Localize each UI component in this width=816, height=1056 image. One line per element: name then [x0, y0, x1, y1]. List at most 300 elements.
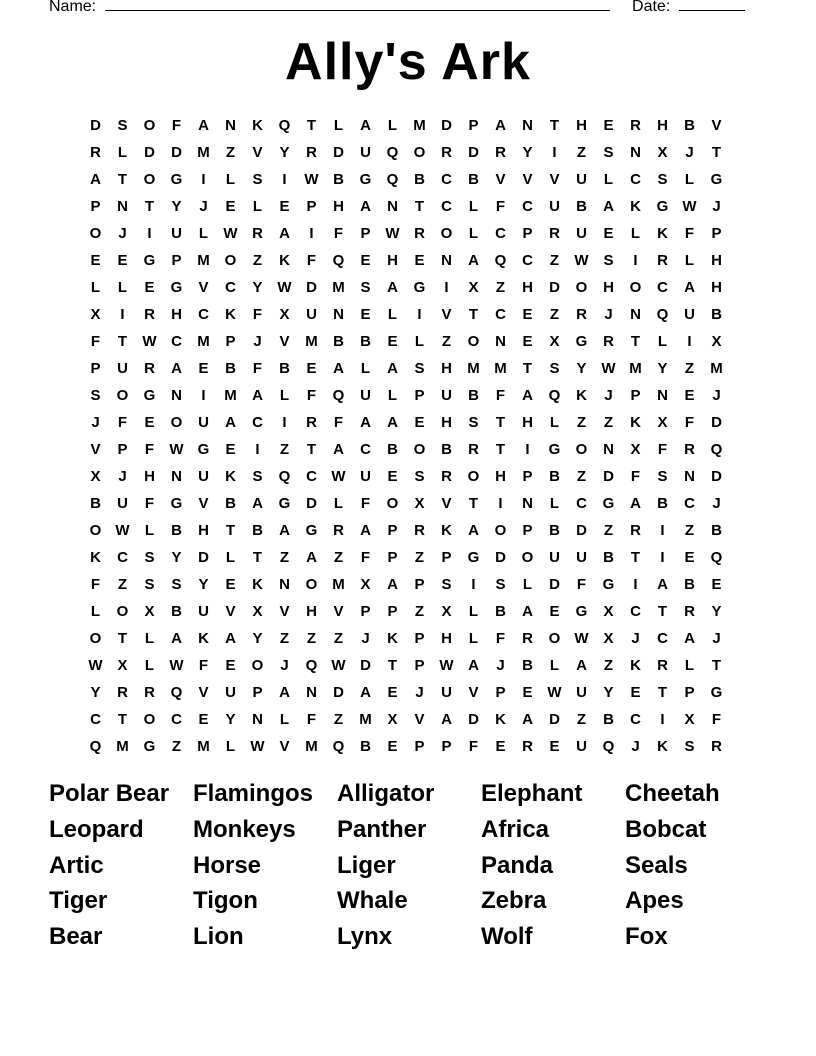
grid-letter[interactable]: R [522, 738, 533, 755]
grid-letter[interactable]: A [603, 198, 614, 215]
grid-letter[interactable]: J [604, 306, 613, 323]
grid-letter[interactable]: N [495, 333, 506, 350]
grid-letter[interactable]: R [603, 333, 614, 350]
grid-letter[interactable]: V [441, 495, 452, 512]
grid-letter[interactable]: E [225, 576, 236, 593]
grid-letter[interactable]: C [522, 252, 533, 269]
grid-letter[interactable]: Z [333, 549, 344, 566]
grid-letter[interactable]: O [305, 576, 318, 593]
grid-letter[interactable]: B [468, 171, 479, 188]
grid-letter[interactable]: Z [441, 333, 452, 350]
grid-letter[interactable]: S [360, 279, 371, 296]
grid-letter[interactable]: D [549, 576, 560, 593]
grid-letter[interactable]: L [144, 630, 155, 647]
grid-letter[interactable]: G [170, 495, 183, 512]
grid-letter[interactable]: J [631, 738, 640, 755]
grid-letter[interactable]: O [386, 495, 399, 512]
grid-letter[interactable]: R [576, 306, 587, 323]
grid-letter[interactable]: E [360, 252, 371, 269]
grid-letter[interactable]: M [710, 360, 723, 377]
grid-letter[interactable]: X [549, 333, 560, 350]
grid-letter[interactable]: L [468, 198, 479, 215]
grid-letter[interactable]: N [171, 468, 182, 485]
grid-letter[interactable]: U [117, 360, 128, 377]
grid-letter[interactable]: E [603, 225, 614, 242]
grid-letter[interactable]: R [657, 657, 668, 674]
grid-letter[interactable]: W [250, 738, 265, 755]
grid-letter[interactable]: X [657, 414, 668, 431]
grid-letter[interactable]: F [252, 306, 263, 323]
grid-letter[interactable]: W [142, 333, 157, 350]
grid-letter[interactable]: M [494, 360, 507, 377]
grid-letter[interactable]: M [467, 360, 480, 377]
grid-letter[interactable]: U [198, 603, 209, 620]
grid-letter[interactable]: T [657, 684, 668, 701]
grid-letter[interactable]: A [171, 630, 182, 647]
grid-letter[interactable]: L [225, 738, 236, 755]
grid-letter[interactable]: E [360, 306, 371, 323]
grid-letter[interactable]: M [332, 576, 345, 593]
grid-letter[interactable]: V [198, 279, 209, 296]
grid-letter[interactable]: R [144, 306, 155, 323]
grid-letter[interactable]: D [495, 549, 506, 566]
grid-letter[interactable]: I [633, 252, 638, 269]
grid-letter[interactable]: S [657, 468, 668, 485]
grid-letter[interactable]: J [118, 468, 127, 485]
grid-letter[interactable]: G [575, 333, 588, 350]
grid-letter[interactable]: B [414, 171, 425, 188]
grid-letter[interactable]: Z [549, 252, 560, 269]
grid-letter[interactable]: D [144, 144, 155, 161]
date-field[interactable] [679, 0, 745, 11]
grid-letter[interactable]: I [687, 333, 692, 350]
grid-letter[interactable]: T [306, 441, 317, 458]
grid-letter[interactable]: K [387, 630, 398, 647]
grid-letter[interactable]: O [224, 252, 237, 269]
grid-letter[interactable]: R [495, 144, 506, 161]
grid-letter[interactable]: E [387, 468, 398, 485]
grid-letter[interactable]: L [225, 549, 236, 566]
grid-letter[interactable]: C [198, 306, 209, 323]
grid-letter[interactable]: B [387, 441, 398, 458]
grid-letter[interactable]: B [225, 360, 236, 377]
grid-letter[interactable]: F [333, 414, 344, 431]
grid-letter[interactable]: R [684, 603, 695, 620]
grid-letter[interactable]: R [522, 630, 533, 647]
grid-letter[interactable]: C [306, 468, 317, 485]
grid-letter[interactable]: D [333, 684, 344, 701]
grid-letter[interactable]: H [333, 198, 344, 215]
grid-letter[interactable]: D [90, 117, 101, 134]
grid-letter[interactable]: V [441, 306, 452, 323]
grid-letter[interactable]: H [441, 360, 452, 377]
grid-letter[interactable]: F [684, 225, 695, 242]
grid-letter[interactable]: L [117, 144, 128, 161]
grid-letter[interactable]: D [603, 468, 614, 485]
grid-letter[interactable]: E [387, 738, 398, 755]
grid-letter[interactable]: P [252, 684, 263, 701]
grid-letter[interactable]: L [144, 522, 155, 539]
grid-letter[interactable]: W [331, 657, 346, 674]
grid-letter[interactable]: V [549, 171, 560, 188]
grid-letter[interactable]: W [331, 468, 346, 485]
grid-letter[interactable]: F [495, 630, 506, 647]
grid-letter[interactable]: P [117, 441, 128, 458]
grid-letter[interactable]: T [306, 117, 317, 134]
grid-letter[interactable]: R [630, 117, 641, 134]
grid-letter[interactable]: Z [684, 360, 695, 377]
grid-letter[interactable]: T [387, 657, 398, 674]
grid-letter[interactable]: K [630, 414, 641, 431]
grid-letter[interactable]: U [576, 738, 587, 755]
grid-letter[interactable]: T [657, 603, 668, 620]
grid-letter[interactable]: A [279, 225, 290, 242]
grid-letter[interactable]: O [89, 522, 102, 539]
grid-letter[interactable]: J [280, 657, 289, 674]
grid-letter[interactable]: G [143, 738, 156, 755]
grid-letter[interactable]: E [495, 738, 506, 755]
grid-letter[interactable]: E [198, 711, 209, 728]
grid-letter[interactable]: E [225, 657, 236, 674]
grid-letter[interactable]: N [225, 117, 236, 134]
grid-letter[interactable]: H [144, 468, 155, 485]
grid-letter[interactable]: P [441, 738, 452, 755]
grid-letter[interactable]: O [89, 225, 102, 242]
grid-letter[interactable]: C [225, 279, 236, 296]
grid-letter[interactable]: P [90, 360, 101, 377]
grid-letter[interactable]: N [657, 387, 668, 404]
grid-letter[interactable]: L [549, 495, 560, 512]
grid-letter[interactable]: N [522, 495, 533, 512]
grid-letter[interactable]: P [711, 225, 722, 242]
grid-letter[interactable]: C [117, 549, 128, 566]
grid-letter[interactable]: H [198, 522, 209, 539]
grid-letter[interactable]: D [306, 279, 317, 296]
grid-letter[interactable]: Z [603, 414, 614, 431]
grid-letter[interactable]: L [468, 225, 479, 242]
grid-letter[interactable]: L [603, 171, 614, 188]
grid-letter[interactable]: W [601, 360, 616, 377]
grid-letter[interactable]: Z [414, 603, 425, 620]
grid-letter[interactable]: Z [333, 711, 344, 728]
grid-letter[interactable]: A [360, 414, 371, 431]
grid-letter[interactable]: T [117, 711, 128, 728]
grid-letter[interactable]: L [333, 117, 344, 134]
grid-letter[interactable]: L [657, 333, 668, 350]
grid-letter[interactable]: P [468, 117, 479, 134]
grid-letter[interactable]: I [309, 225, 314, 242]
grid-letter[interactable]: B [171, 603, 182, 620]
grid-letter[interactable]: P [495, 684, 506, 701]
grid-letter[interactable]: L [522, 576, 533, 593]
grid-letter[interactable]: R [414, 225, 425, 242]
grid-letter[interactable]: V [468, 684, 479, 701]
grid-letter[interactable]: G [575, 603, 588, 620]
grid-letter[interactable]: R [306, 414, 317, 431]
grid-letter[interactable]: N [279, 576, 290, 593]
grid-letter[interactable]: H [576, 117, 587, 134]
grid-letter[interactable]: D [468, 144, 479, 161]
grid-letter[interactable]: M [305, 333, 318, 350]
grid-letter[interactable]: G [548, 441, 561, 458]
grid-letter[interactable]: N [684, 468, 695, 485]
grid-letter[interactable]: J [712, 495, 721, 512]
grid-letter[interactable]: J [712, 387, 721, 404]
grid-letter[interactable]: Q [89, 738, 102, 755]
grid-letter[interactable]: S [603, 252, 614, 269]
grid-letter[interactable]: L [387, 306, 398, 323]
grid-letter[interactable]: E [522, 306, 533, 323]
grid-letter[interactable]: K [657, 738, 668, 755]
grid-letter[interactable]: O [467, 333, 480, 350]
grid-letter[interactable]: T [495, 414, 506, 431]
grid-letter[interactable]: S [171, 576, 182, 593]
grid-letter[interactable]: B [522, 657, 533, 674]
grid-letter[interactable]: X [603, 630, 614, 647]
grid-letter[interactable]: O [467, 468, 480, 485]
grid-letter[interactable]: S [252, 468, 263, 485]
grid-letter[interactable]: B [549, 522, 560, 539]
grid-letter[interactable]: H [522, 279, 533, 296]
grid-letter[interactable]: A [468, 252, 479, 269]
grid-letter[interactable]: T [468, 306, 479, 323]
grid-letter[interactable]: V [522, 171, 533, 188]
grid-letter[interactable]: Z [171, 738, 182, 755]
grid-letter[interactable]: C [495, 306, 506, 323]
grid-letter[interactable]: N [333, 306, 344, 323]
grid-letter[interactable]: U [306, 306, 317, 323]
grid-letter[interactable]: R [441, 468, 452, 485]
grid-letter[interactable]: U [360, 144, 371, 161]
grid-letter[interactable]: U [441, 387, 452, 404]
grid-letter[interactable]: V [225, 603, 236, 620]
grid-letter[interactable]: T [144, 198, 155, 215]
grid-letter[interactable]: J [253, 333, 262, 350]
grid-letter[interactable]: N [306, 684, 317, 701]
grid-letter[interactable]: T [117, 171, 128, 188]
grid-letter[interactable]: X [684, 711, 695, 728]
grid-letter[interactable]: Q [278, 468, 291, 485]
grid-letter[interactable]: F [711, 711, 722, 728]
grid-letter[interactable]: D [549, 279, 560, 296]
grid-letter[interactable]: U [117, 495, 128, 512]
grid-letter[interactable]: E [387, 684, 398, 701]
grid-letter[interactable]: L [684, 657, 695, 674]
grid-letter[interactable]: A [360, 684, 371, 701]
grid-letter[interactable]: Y [171, 198, 182, 215]
grid-letter[interactable]: O [575, 279, 588, 296]
grid-letter[interactable]: Y [711, 603, 722, 620]
grid-letter[interactable]: I [201, 171, 206, 188]
grid-letter[interactable]: E [198, 360, 209, 377]
grid-letter[interactable]: P [225, 333, 236, 350]
grid-letter[interactable]: L [684, 252, 695, 269]
grid-letter[interactable]: E [306, 360, 317, 377]
grid-letter[interactable]: A [360, 198, 371, 215]
grid-letter[interactable]: B [603, 549, 614, 566]
grid-letter[interactable]: S [603, 144, 614, 161]
grid-letter[interactable]: E [414, 414, 425, 431]
grid-letter[interactable]: O [170, 414, 183, 431]
grid-letter[interactable]: S [684, 738, 695, 755]
name-field[interactable] [105, 0, 610, 11]
grid-letter[interactable]: Q [710, 549, 723, 566]
grid-letter[interactable]: F [306, 387, 317, 404]
grid-letter[interactable]: L [279, 711, 290, 728]
grid-letter[interactable]: P [522, 225, 533, 242]
grid-letter[interactable]: Z [279, 441, 290, 458]
grid-letter[interactable]: T [495, 441, 506, 458]
grid-letter[interactable]: Q [332, 738, 345, 755]
grid-letter[interactable]: Q [602, 738, 615, 755]
grid-letter[interactable]: G [413, 279, 426, 296]
grid-letter[interactable]: B [657, 495, 668, 512]
grid-letter[interactable]: A [279, 522, 290, 539]
grid-letter[interactable]: J [712, 198, 721, 215]
grid-letter[interactable]: D [333, 144, 344, 161]
grid-letter[interactable]: A [522, 711, 533, 728]
grid-letter[interactable]: I [660, 522, 665, 539]
grid-letter[interactable]: M [305, 738, 318, 755]
grid-letter[interactable]: E [522, 333, 533, 350]
grid-letter[interactable]: O [116, 603, 129, 620]
grid-letter[interactable]: H [495, 468, 506, 485]
grid-letter[interactable]: Z [576, 414, 587, 431]
grid-letter[interactable]: O [440, 225, 453, 242]
grid-letter[interactable]: R [333, 522, 344, 539]
grid-letter[interactable]: D [360, 657, 371, 674]
grid-letter[interactable]: F [306, 711, 317, 728]
grid-letter[interactable]: A [387, 576, 398, 593]
grid-letter[interactable]: S [414, 468, 425, 485]
grid-letter[interactable]: J [361, 630, 370, 647]
grid-letter[interactable]: J [496, 657, 505, 674]
grid-letter[interactable]: Z [333, 630, 344, 647]
grid-letter[interactable]: B [279, 360, 290, 377]
grid-letter[interactable]: L [333, 495, 344, 512]
grid-letter[interactable]: O [116, 387, 129, 404]
grid-letter[interactable]: D [576, 522, 587, 539]
grid-letter[interactable]: E [549, 738, 560, 755]
grid-letter[interactable]: P [684, 684, 695, 701]
grid-letter[interactable]: U [360, 468, 371, 485]
grid-letter[interactable]: Y [657, 360, 668, 377]
grid-letter[interactable]: X [90, 468, 101, 485]
grid-letter[interactable]: I [525, 441, 530, 458]
grid-letter[interactable]: X [414, 495, 425, 512]
grid-letter[interactable]: P [90, 198, 101, 215]
grid-letter[interactable]: S [657, 171, 668, 188]
grid-letter[interactable]: C [630, 711, 641, 728]
grid-letter[interactable]: O [143, 711, 156, 728]
grid-letter[interactable]: A [333, 441, 344, 458]
grid-letter[interactable]: F [657, 441, 668, 458]
grid-letter[interactable]: L [684, 171, 695, 188]
grid-letter[interactable]: P [414, 387, 425, 404]
grid-letter[interactable]: I [471, 576, 476, 593]
grid-letter[interactable]: N [387, 198, 398, 215]
grid-letter[interactable]: F [468, 738, 479, 755]
grid-letter[interactable]: P [387, 549, 398, 566]
grid-letter[interactable]: W [88, 657, 103, 674]
grid-letter[interactable]: G [305, 522, 318, 539]
grid-letter[interactable]: Z [252, 252, 263, 269]
grid-letter[interactable]: T [711, 144, 722, 161]
grid-letter[interactable]: G [656, 198, 669, 215]
grid-letter[interactable]: X [630, 441, 641, 458]
grid-letter[interactable]: H [603, 279, 614, 296]
grid-letter[interactable]: S [144, 549, 155, 566]
grid-letter[interactable]: D [198, 549, 209, 566]
grid-letter[interactable]: A [495, 117, 506, 134]
grid-letter[interactable]: G [170, 171, 183, 188]
grid-letter[interactable]: M [224, 387, 237, 404]
grid-letter[interactable]: L [630, 225, 641, 242]
grid-letter[interactable]: M [197, 144, 210, 161]
grid-letter[interactable]: I [660, 711, 665, 728]
grid-letter[interactable]: N [522, 117, 533, 134]
grid-letter[interactable]: W [277, 279, 292, 296]
grid-letter[interactable]: D [171, 144, 182, 161]
grid-letter[interactable]: F [630, 468, 641, 485]
grid-letter[interactable]: M [629, 360, 642, 377]
grid-letter[interactable]: K [630, 198, 641, 215]
grid-letter[interactable]: F [252, 360, 263, 377]
grid-letter[interactable]: H [711, 279, 722, 296]
grid-letter[interactable]: F [171, 117, 182, 134]
grid-letter[interactable]: E [549, 603, 560, 620]
grid-letter[interactable]: H [387, 252, 398, 269]
grid-letter[interactable]: P [306, 198, 317, 215]
grid-letter[interactable]: M [413, 117, 426, 134]
grid-letter[interactable]: G [602, 495, 615, 512]
grid-letter[interactable]: A [360, 117, 371, 134]
grid-letter[interactable]: Q [494, 252, 507, 269]
grid-letter[interactable]: B [684, 117, 695, 134]
grid-letter[interactable]: B [468, 387, 479, 404]
grid-letter[interactable]: U [198, 414, 209, 431]
grid-letter[interactable]: Y [171, 549, 182, 566]
grid-letter[interactable]: V [90, 441, 101, 458]
grid-letter[interactable]: R [414, 522, 425, 539]
grid-letter[interactable]: Z [279, 549, 290, 566]
grid-letter[interactable]: K [252, 117, 263, 134]
grid-letter[interactable]: T [252, 549, 263, 566]
grid-letter[interactable]: D [441, 117, 452, 134]
grid-letter[interactable]: L [387, 117, 398, 134]
grid-letter[interactable]: Y [225, 711, 236, 728]
grid-letter[interactable]: X [657, 144, 668, 161]
grid-letter[interactable]: I [444, 279, 449, 296]
grid-letter[interactable]: Q [305, 657, 318, 674]
grid-letter[interactable]: A [468, 522, 479, 539]
grid-letter[interactable]: M [116, 738, 129, 755]
grid-letter[interactable]: N [171, 387, 182, 404]
grid-letter[interactable]: U [576, 549, 587, 566]
grid-letter[interactable]: P [441, 549, 452, 566]
grid-letter[interactable]: P [387, 522, 398, 539]
grid-letter[interactable]: E [630, 684, 641, 701]
grid-letter[interactable]: Z [603, 657, 614, 674]
grid-letter[interactable]: F [144, 495, 155, 512]
grid-letter[interactable]: U [441, 684, 452, 701]
grid-letter[interactable]: F [306, 252, 317, 269]
grid-letter[interactable]: J [631, 630, 640, 647]
grid-letter[interactable]: J [415, 684, 424, 701]
grid-letter[interactable]: F [144, 441, 155, 458]
grid-letter[interactable]: O [143, 117, 156, 134]
grid-letter[interactable]: Q [548, 387, 561, 404]
